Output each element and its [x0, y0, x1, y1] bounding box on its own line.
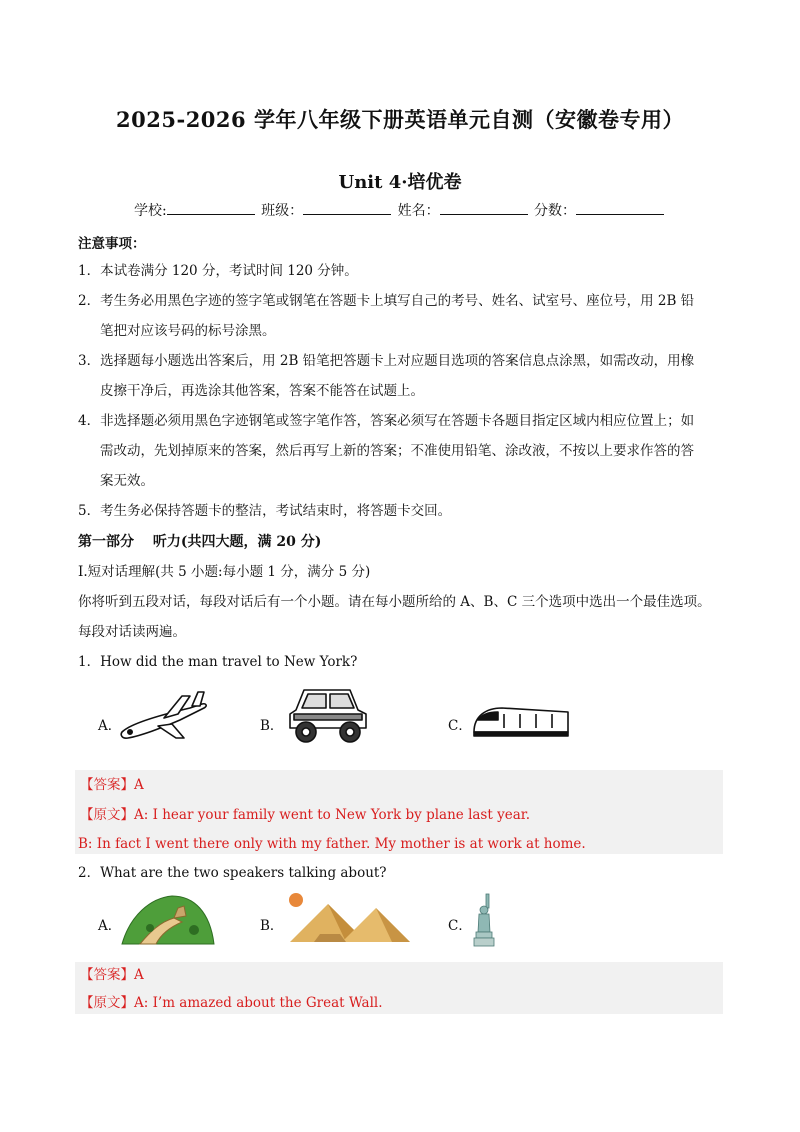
note-item: 4．非选择题必须用黑色字迹钢笔或签字笔作答，答案必须写在答题卡各题目指定区域内相应位置上；如 — [78, 413, 695, 429]
instructions-line: 每段对话读两遍。 — [78, 624, 186, 640]
pyramids-icon — [284, 890, 412, 944]
question-stem: 2．What are the two speakers talking about? — [78, 865, 387, 881]
note-item: 案无效。 — [100, 473, 154, 489]
transcript-line: 【原文】A: I’m amazed about the Great Wall. — [80, 995, 383, 1011]
name-label: 姓名： — [397, 203, 440, 219]
note-item: 皮擦干净后，再选涂其他答案，答案不能答在试题上。 — [100, 383, 424, 399]
statue-of-liberty-icon — [470, 892, 498, 948]
notes-heading: 注意事项： — [78, 236, 146, 252]
instructions-line: 你将听到五段对话，每段对话后有一个小题。请在每小题所给的 A、B、C 三个选项中选出一个最佳选项。 — [78, 594, 711, 610]
transcript-line: B: In fact I went there only with my father. My mother is at work at home. — [78, 836, 586, 852]
car-icon — [286, 682, 370, 746]
great-wall-icon — [120, 892, 216, 946]
part1-heading: 第一部分 听力(共四大题，满 20 分) — [78, 534, 322, 550]
question-stem: 1．How did the man travel to New York? — [78, 654, 358, 670]
answer-box — [75, 770, 723, 854]
option-a-label: A． — [98, 718, 122, 734]
transcript-line: 【原文】A: I hear your family went to New York by plane last year. — [80, 807, 531, 823]
train-icon — [470, 700, 570, 740]
class-label: 班级： — [261, 203, 304, 219]
airplane-icon — [116, 688, 212, 744]
option-c-label: C． — [448, 718, 472, 734]
answer-text: 【答案】A — [80, 777, 144, 793]
answer-text: 【答案】A — [80, 967, 144, 983]
note-item: 2．考生务必用黑色字迹的签字笔或钢笔在答题卡上填写自己的考号、姓名、试室号、座位号，用 2B 铅 — [78, 293, 695, 309]
note-item: 3．选择题每小题选出答案后，用 2B 铅笔把答题卡上对应题目选项的答案信息点涂黑，如需改动，用橡 — [78, 353, 695, 369]
info-fields — [0, 200, 800, 220]
note-item: 笔把对应该号码的标号涂黑。 — [100, 323, 276, 339]
page-title: 2025-2026 学年八年级下册英语单元自测（安徽卷专用） — [116, 107, 684, 132]
option-b-label: B． — [260, 918, 284, 934]
option-a-label: A． — [98, 918, 122, 934]
page-subtitle: Unit 4·培优卷 — [338, 172, 462, 193]
class-blank[interactable] — [303, 200, 391, 215]
section-heading: I.短对话理解(共 5 小题:每小题 1 分，满分 5 分) — [78, 564, 371, 580]
school-label: 学校: — [133, 203, 167, 219]
school-blank[interactable] — [167, 200, 255, 215]
note-item: 需改动，先划掉原来的答案，然后再写上新的答案；不准使用铅笔、涂改液，不按以上要求作答的答 — [100, 443, 694, 459]
score-label: 分数： — [534, 203, 577, 219]
note-item: 5．考生务必保持答题卡的整洁，考试结束时，将答题卡交回。 — [78, 503, 452, 519]
option-c-label: C． — [448, 918, 472, 934]
name-blank[interactable] — [440, 200, 528, 215]
answer-box — [75, 962, 723, 1014]
score-blank[interactable] — [576, 200, 664, 215]
option-b-label: B． — [260, 718, 284, 734]
note-item: 1．本试卷满分 120 分，考试时间 120 分钟。 — [78, 263, 358, 279]
